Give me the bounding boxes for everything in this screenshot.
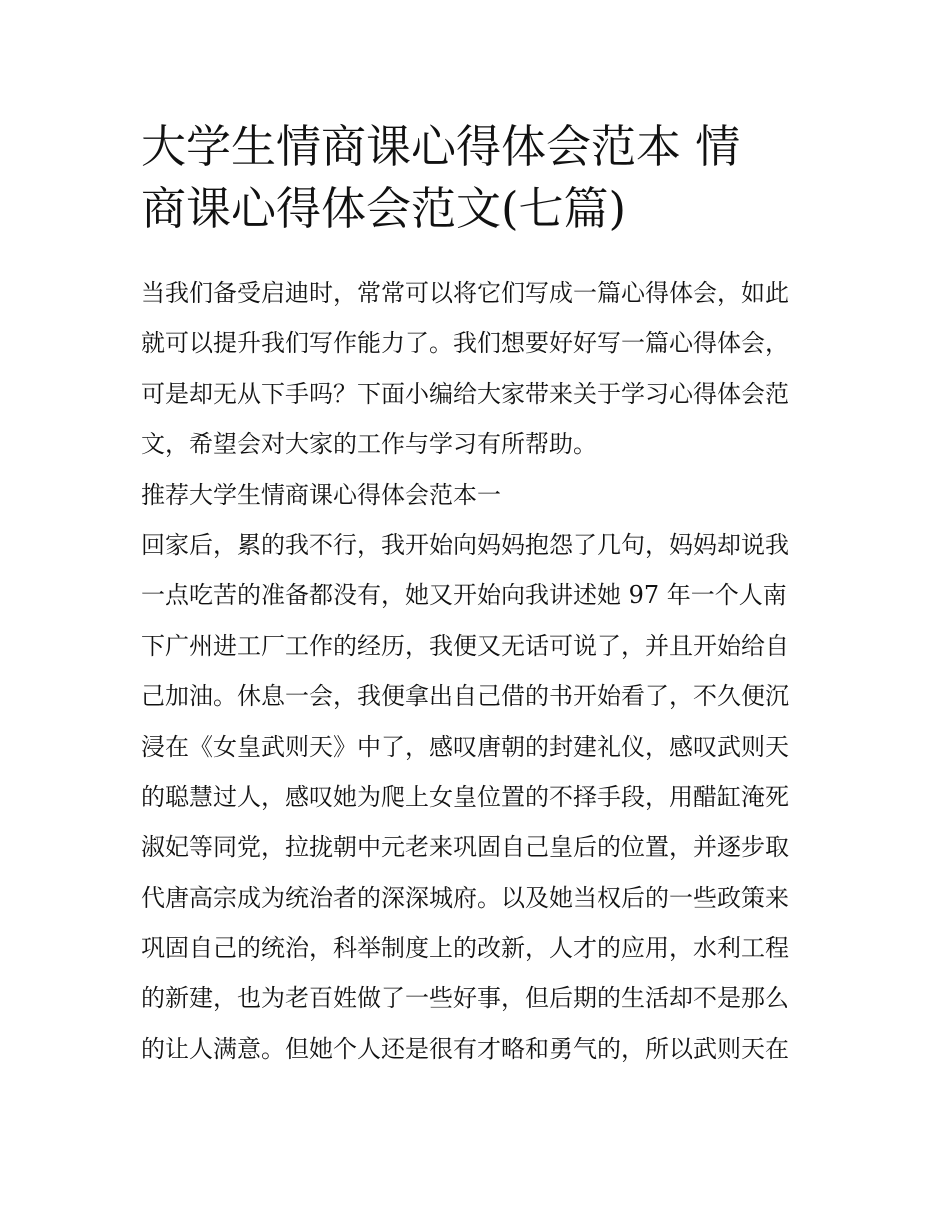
body-line: 回家后，累的我不行，我开始向妈妈抱怨了几句，妈妈却说我: [141, 530, 789, 559]
body-line: 的新建，也为老百姓做了一些好事，但后期的生活却不是那么: [141, 984, 789, 1013]
section-heading: 推荐大学生情商课心得体会范本一: [141, 480, 501, 509]
intro-line: 可是却无从下手吗？下面小编给大家带来关于学习心得体会范: [141, 379, 789, 408]
body-line: 代唐高宗成为统治者的深深城府。以及她当权后的一些政策来: [141, 883, 789, 912]
body-line: 的聪慧过人，感叹她为爬上女皇位置的不择手段，用醋缸淹死: [141, 782, 789, 811]
intro-line: 就可以提升我们写作能力了。我们想要好好写一篇心得体会，: [141, 329, 789, 358]
body-paragraph: [141, 520, 813, 1074]
body-line: 浸在《女皇武则天》中了，感叹唐朝的封建礼仪，感叹武则天: [141, 732, 789, 761]
document-title: 大学生情商课心得体会范本 情 商课心得体会范文(七篇): [141, 120, 741, 235]
body-line: 己加油。休息一会，我便拿出自己借的书开始看了，不久便沉: [141, 682, 789, 711]
intro-line: 当我们备受启迪时，常常可以将它们写成一篇心得体会，如此: [141, 279, 789, 307]
document-content: [141, 116, 813, 1074]
body-line: 巩固自己的统治，科举制度上的改新，人才的应用，水利工程: [141, 934, 789, 963]
intro-line: 文，希望会对大家的工作与学习有所帮助。: [141, 430, 597, 459]
body-line: 一点吃苦的准备都没有，她又开始向我讲述她 97 年一个人南: [141, 581, 787, 610]
intro-paragraph: [141, 268, 813, 470]
body-line: 下广州进工厂工作的经历，我便又无话可说了，并且开始给自: [141, 631, 789, 660]
body-line: 淑妃等同党，拉拢朝中元老来巩固自己皇后的位置，并逐步取: [141, 833, 789, 862]
body-line: 的让人满意。但她个人还是很有才略和勇气的，所以武则天在: [141, 1034, 789, 1063]
